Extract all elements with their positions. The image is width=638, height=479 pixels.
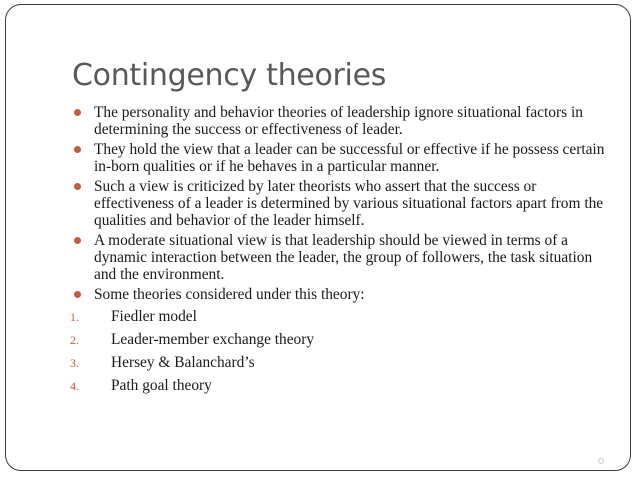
bullet-text: A moderate situational view is that leadership should be viewed in terms of a dynamic interaction between the leader, the group of followers, the task situation and the environment. (94, 232, 593, 283)
bullet-item (70, 232, 610, 283)
numbered-item (70, 377, 610, 394)
slide-frame (5, 4, 631, 471)
item-number: 3. (70, 356, 79, 370)
numbered-item (70, 354, 610, 371)
slide-title: Contingency theories (72, 58, 387, 93)
bullet-dot-icon (74, 183, 81, 190)
bullet-item (70, 286, 610, 303)
bullet-list (70, 104, 610, 400)
bullet-dot-icon (74, 237, 81, 244)
numbered-text: Path goal theory (111, 377, 212, 394)
bullet-dot-icon (74, 146, 81, 153)
bullet-text: They hold the view that a leader can be successful or effective if he possess certain in-born qualities or if he behaves in a particular manner. (94, 141, 605, 175)
item-number: 4. (70, 379, 79, 393)
numbered-item (70, 308, 610, 325)
bullet-text: The personality and behavior theories of leadership ignore situational factors in determining the success or effectiveness of leader. (94, 104, 583, 138)
item-number: 1. (70, 310, 79, 324)
item-number: 2. (70, 333, 79, 347)
bullet-dot-icon (74, 291, 81, 298)
bullet-text: Some theories considered under this theory: (94, 286, 365, 303)
bullet-item (70, 104, 610, 138)
numbered-text: Fiedler model (111, 308, 197, 325)
bullet-text: Such a view is criticized by later theorists who assert that the success or effectiveness of a leader is determined by various situational factors apart from the qualities and behavior of the leader himself. (94, 178, 604, 229)
bullet-item (70, 141, 610, 175)
numbered-text: Leader-member exchange theory (111, 331, 315, 348)
corner-mark-icon (598, 458, 604, 464)
bullet-item (70, 178, 610, 229)
numbered-item (70, 331, 610, 348)
bullet-dot-icon (74, 109, 81, 116)
numbered-text: Hersey & Balanchard’s (111, 354, 255, 371)
